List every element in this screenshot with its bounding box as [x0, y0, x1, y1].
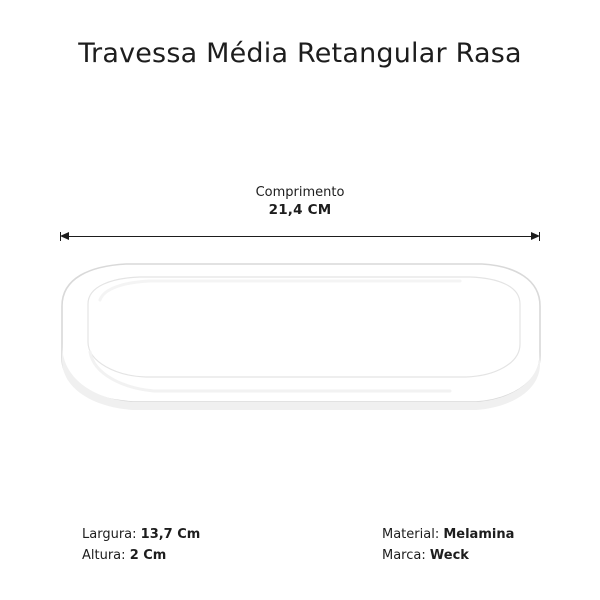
spec-row [382, 545, 514, 566]
spec-value-marca: Weck [429, 548, 469, 563]
spec-value-altura: 2 Cm [129, 548, 167, 563]
product-illustration [30, 248, 570, 433]
spec-row [82, 545, 200, 566]
specs-block [0, 524, 600, 584]
arrow-right-icon [531, 232, 540, 240]
spec-key-altura: Altura: [82, 548, 126, 563]
spec-key-marca: Marca: [382, 548, 426, 563]
spec-row [82, 524, 200, 545]
specs-column-left [82, 524, 200, 566]
length-measure-line [60, 232, 540, 242]
spec-value-material: Melamina [443, 527, 515, 542]
length-dimension-label: Comprimento [255, 185, 345, 200]
spec-row [382, 524, 514, 545]
length-dimension-caption [0, 184, 600, 219]
arrow-left-icon [60, 232, 69, 240]
length-dimension-value: 21,4 CM [268, 202, 332, 218]
spec-key-largura: Largura: [82, 527, 137, 542]
measure-line-bar [64, 236, 536, 237]
page-title: Travessa Média Retangular Rasa [78, 38, 522, 69]
spec-value-largura: 13,7 Cm [140, 527, 201, 542]
platter-inner-well [88, 277, 520, 377]
specs-column-right [382, 524, 514, 566]
spec-key-material: Material: [382, 527, 440, 542]
